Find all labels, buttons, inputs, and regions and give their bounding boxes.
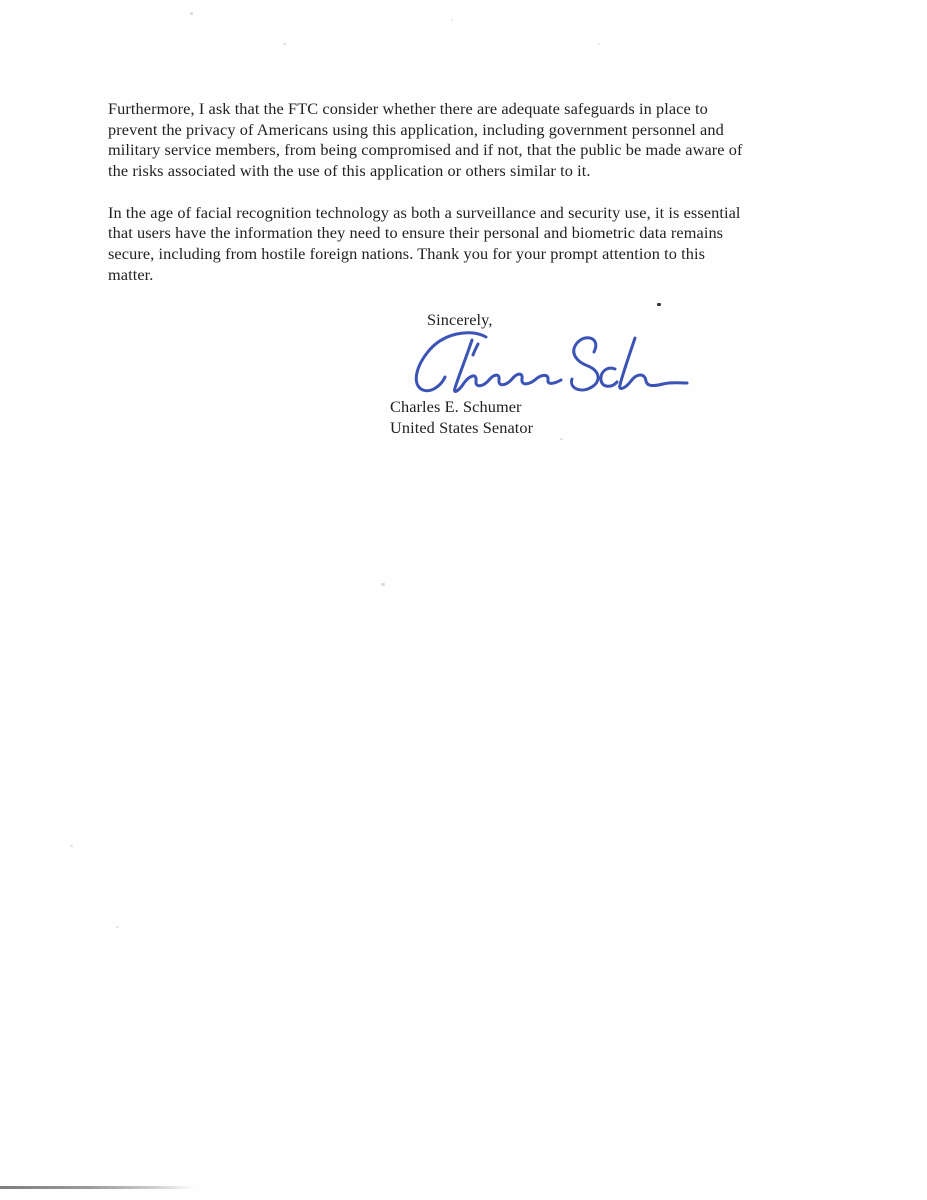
signer-name: Charles E. Schumer [390,397,522,416]
text-line: In the age of facial recognition technology as both a surveillance and security use, it is essential [108,202,741,222]
paragraph-facial-recognition [108,203,828,286]
text-line: Furthermore, I ask that the FTC consider whether there are adequate safeguards in place to [108,99,708,118]
text-line: secure, including from hostile foreign nations. Thank you for your prompt attention to this [108,243,706,263]
text-line: the risks associated with the use of this application or others similar to it. [108,161,591,181]
scan-speck [70,845,73,847]
scan-speck [116,926,119,928]
scan-speck [560,438,563,440]
signature-strokes [416,333,687,392]
scan-speck [451,19,453,21]
signature-image [398,328,690,400]
text-line: matter. [108,264,154,284]
text-line: that users have the information they need to ensure their personal and biometric data remains [108,223,724,243]
text-line: prevent the privacy of Americans using this application, including government personnel and [108,119,724,139]
scan-speck [598,43,600,45]
scan-speck [283,43,286,45]
text-line: military service members, from being compromised and if not, that the public be made aware of [108,140,743,160]
scan-artifact-line [0,1186,195,1189]
closing-sincerely: Sincerely, [427,310,493,329]
scan-speck [657,303,661,306]
letter-body [108,99,828,306]
signer-title: United States Senator [390,418,534,437]
paragraph-safeguards [108,99,828,182]
scan-speck [190,12,193,15]
scan-speck [381,583,385,586]
